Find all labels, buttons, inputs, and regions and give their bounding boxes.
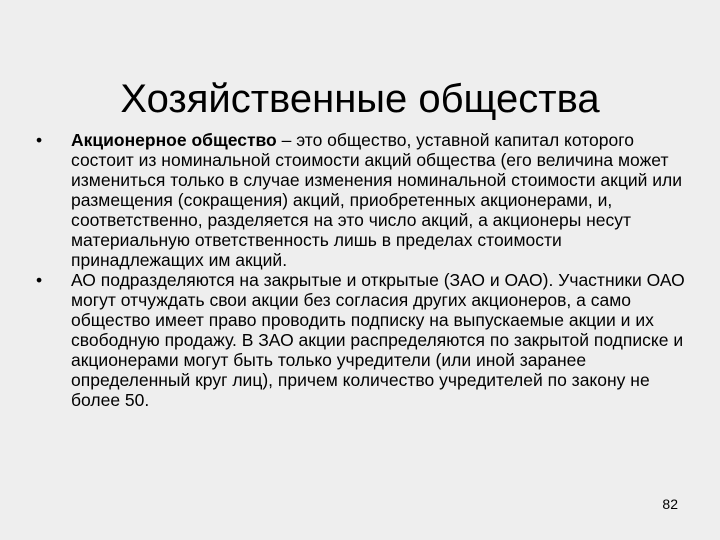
bullet-text: АО подразделяются на закрытые и открытые (ЗАО и ОАО). Участники ОАО могут отчуждать свои акции без согласия других акционеров, а само общество имеет право проводить подписку на выпускаемые акции и их свободную продажу. В ЗАО акции распределяются по закрытой подписке и акционерами могут быть только учредители (или иной заранее определенный круг лиц), причем количество учредителей по закону не более 50. <box>71 270 685 410</box>
slide-title: Хозяйственные общества <box>120 76 600 121</box>
bullet-marker: • <box>36 130 43 150</box>
bullet-marker: • <box>36 270 43 290</box>
bullet-text: – это общество, уставной капитал которого состоит из номинальной стоимости акций общества (его величина может измениться только в случае изменения номинальной стоимости акций или размещения (сокращения) акций, приобретенных акционерами, и, соответственно, разделяется на это число акций, а акционеры несут материальную ответственность лишь в пределах стоимости принадлежащих им акций. <box>71 130 683 270</box>
bullet-item-ao-types <box>36 270 696 410</box>
bullet-list <box>36 130 696 410</box>
bullet-term: Акционерное общество <box>71 130 277 150</box>
page-number: 82 <box>662 496 678 512</box>
bullet-item-joint-stock-company <box>36 130 696 270</box>
